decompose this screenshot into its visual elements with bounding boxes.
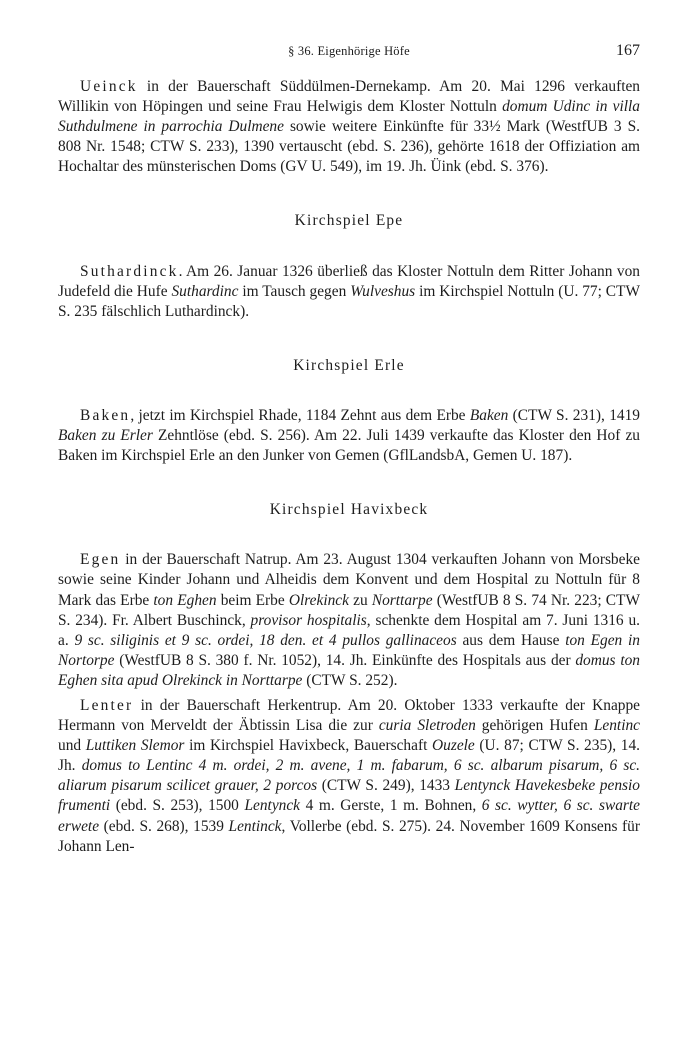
farm-entry-paragraph bbox=[58, 77, 640, 177]
farm-name: Ueinck bbox=[80, 78, 138, 95]
text-body bbox=[58, 77, 640, 857]
farm-entry-paragraph bbox=[58, 406, 640, 466]
latin-quote: Baken zu Erler bbox=[58, 427, 153, 445]
latin-quote: Lentinc bbox=[593, 717, 640, 735]
latin-quote: Baken bbox=[469, 406, 509, 424]
latin-quote: Lentinck bbox=[228, 817, 282, 835]
latin-quote: Lentynck Havekesbeke pensio frumenti bbox=[58, 777, 640, 815]
latin-quote: domus ton Eghen sita apud Olrekinck in Norttarpe bbox=[58, 651, 640, 689]
parish-heading: Kirchspiel Erle bbox=[293, 356, 405, 374]
latin-quote: Wulveshus bbox=[350, 282, 416, 300]
latin-quote: Olrekinck bbox=[288, 591, 349, 609]
text-run: in der Bauerschaft Süddülmen-Dernekamp. Am 20. Mai 1296 verkauften Willikin von Höpingen und seine Frau Helwigis dem Kloster Nottuln bbox=[58, 78, 640, 116]
farm-entry-paragraph bbox=[58, 262, 640, 322]
farm-name: Baken bbox=[80, 406, 131, 424]
text-run: (CTW S. 252). bbox=[302, 671, 398, 689]
text-run: (WestfUB 8 S. 74 Nr. 223; CTW S. 234). Fr. Albert Buschinck, bbox=[58, 591, 640, 629]
text-run: Zehntlöse (ebd. S. 256). Am 22. Juli 1439 verkaufte das Kloster den Hof zu Baken im Kirchspiel Erle an den Junker von Gemen (GflLandsbA, Gemen U. 187). bbox=[58, 427, 640, 465]
text-run: (U. 87; CTW S. 235), 14. Jh. bbox=[58, 737, 640, 775]
latin-quote: ton Eghen bbox=[153, 591, 217, 609]
text-run: beim Erbe bbox=[216, 591, 289, 609]
text-run: im Kirchspiel Havixbeck, Bauerschaft bbox=[184, 737, 433, 755]
latin-quote: Norttarpe bbox=[371, 591, 433, 609]
text-run: im Kirchspiel Nottuln (U. 77; CTW S. 235 fälschlich Luthardinck). bbox=[58, 282, 640, 320]
text-run: in der Bauerschaft Herkentrup. Am 20. Oktober 1333 verkaufte der Knappe Hermann von Merveldt der Äbtissin Lisa die zur bbox=[58, 696, 640, 735]
text-run: 4 m. Gerste, 1 m. Bohnen, bbox=[300, 797, 482, 815]
latin-quote: ton Egen in Nortorpe bbox=[58, 631, 640, 669]
parish-heading: Kirchspiel Havixbeck bbox=[269, 501, 429, 519]
latin-quote: curia Sletroden bbox=[378, 717, 476, 735]
text-run: (ebd. S. 253), 1500 bbox=[110, 797, 245, 815]
latin-quote: Suthardinc bbox=[171, 282, 239, 300]
section-title: § 36. Eigenhörige Höfe bbox=[288, 44, 410, 58]
text-run: aus dem Hause bbox=[456, 631, 566, 649]
latin-quote: 9 sc. siliginis et 9 sc. ordei, 18 den. et 4 pullos gallinaceos bbox=[74, 631, 457, 649]
text-run: sowie weitere Einkünfte für 33½ Mark (WestfUB 3 S. 808 Nr. 1548; CTW S. 233), 1390 vertauscht (ebd. S. 236), gehörte 1618 der Offiziation am Hochaltar des münsterischen Doms (GV U. 549), im 19. Jh. Üink (ebd. S. 376). bbox=[58, 118, 640, 176]
text-run: (ebd. S. 268), 1539 bbox=[99, 817, 229, 835]
text-run: (WestfUB 8 S. 380 f. Nr. 1052), 14. Jh. Einkünfte des Hospitals aus der bbox=[114, 651, 576, 669]
text-run: , Vollerbe (ebd. S. 275). 24. November 1609 Konsens für Johann Len- bbox=[58, 817, 640, 855]
page-number: 167 bbox=[616, 42, 640, 59]
farm-name: Lenter bbox=[80, 696, 134, 714]
text-run: und bbox=[58, 737, 86, 755]
text-run: in der Bauerschaft Natrup. Am 23. August 1304 verkauften Johann von Morsbeke sowie seine Kinder Johann und Alheidis dem Konvent und dem Hospital zu Nottuln für 8 Mark das Erbe bbox=[58, 551, 640, 609]
text-run: gehörigen Hufen bbox=[475, 717, 594, 735]
text-run: zu bbox=[348, 591, 372, 609]
latin-quote: Lentynck bbox=[244, 797, 301, 815]
latin-quote: domum Udinc in villa Suthdulmene in parrochia Dulmene bbox=[58, 98, 640, 136]
farm-name: Egen bbox=[80, 551, 121, 569]
farm-entry-paragraph bbox=[58, 696, 640, 857]
latin-quote: provisor hospitalis bbox=[250, 611, 367, 629]
latin-quote: Luttiken Slemor bbox=[85, 737, 185, 755]
parish-heading: Kirchspiel Epe bbox=[294, 212, 404, 230]
latin-quote: domus to Lentinc 4 m. ordei, 2 m. avene, 1 m. fabarum, 6 sc. albarum pisarum, 6 sc. aliarum pisarum scilicet grauer, 2 porcos bbox=[58, 757, 640, 795]
running-head bbox=[58, 42, 640, 64]
text-run: . Am 26. Januar 1326 überließ das Kloster Nottuln dem Ritter Johann von Judefeld die Hufe bbox=[58, 262, 640, 300]
text-run: , jetzt im Kirchspiel Rhade, 1184 Zehnt aus dem Erbe bbox=[130, 406, 470, 424]
farm-entry-paragraph bbox=[58, 550, 640, 691]
text-run: , schenkte dem Hospital am 7. Juni 1316 u. a. bbox=[58, 611, 640, 649]
latin-quote: Ouzele bbox=[432, 737, 475, 755]
text-run: (CTW S. 231), 1419 bbox=[508, 406, 640, 424]
latin-quote: 6 sc. wytter, 6 sc. swarte erwete bbox=[58, 797, 641, 835]
text-run: im Tausch gegen bbox=[238, 282, 351, 300]
farm-name: Suthardinck bbox=[80, 262, 179, 280]
text-run: (CTW S. 249), 1433 bbox=[317, 777, 455, 795]
